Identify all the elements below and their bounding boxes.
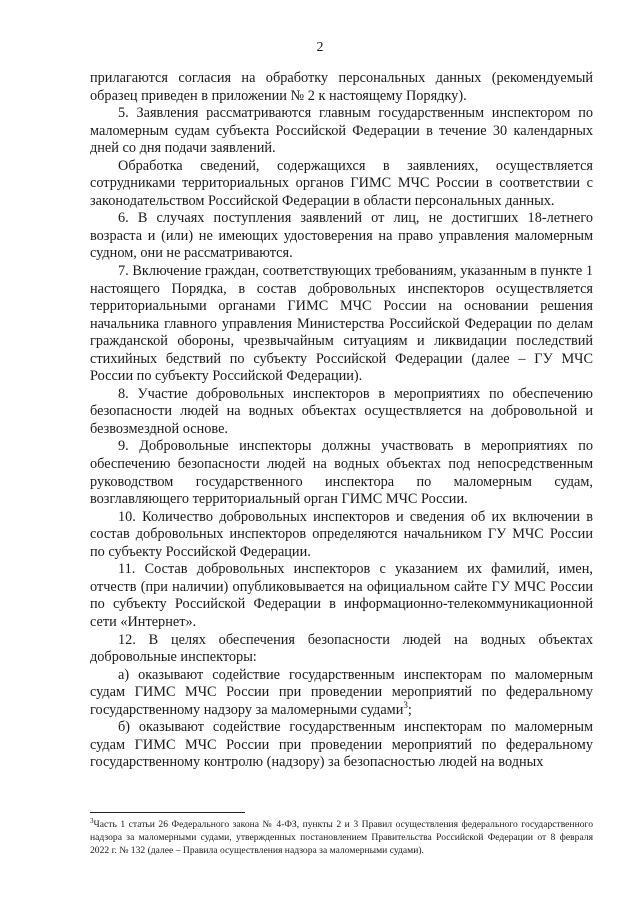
paragraph-12: 12. В целях обеспечения безопасности людей на водных объектах добровольные инспекторы: <box>90 631 593 666</box>
footnote-marker: 3 <box>90 816 94 825</box>
paragraph-11: 11. Состав добровольных инспекторов с указанием их фамилий, имен, отчеств (при наличии) опубликовывается на официальном сайте ГУ МЧС России по субъекту Российской Федерации в информационно-телекоммуникационной сети «Интернет». <box>90 561 593 630</box>
paragraph-10: 10. Количество добровольных инспекторов и сведения об их включении в состав добровольных инспекторов определяются начальником ГУ МЧС России по субъекту Российской Федерации. <box>90 508 593 560</box>
document-body <box>90 70 593 772</box>
paragraph-12a <box>90 667 593 720</box>
footnote-separator <box>90 812 245 813</box>
footnote <box>90 818 593 857</box>
paragraph-8: 8. Участие добровольных инспекторов в мероприятиях по обеспечению безопасности людей на водных объектах осуществляется на добровольной и безвозмездной основе. <box>90 385 593 437</box>
footnote-text: Часть 1 статьи 26 Федерального закона № 4-ФЗ, пункты 2 и 3 Правил осуществления федерального государственного надзора за маломерными судами, утвержденных постановлением Правительства Российской Федерации от 8 февраля 2022 г. № 132 (далее – Правила осуществления надзора за маломерными судами). <box>90 819 593 856</box>
paragraph-12a-text: а) оказывают содействие государственным инспекторам по маломерным судам ГИМС МЧС России при проведении мероприятий по федеральному государственному надзору за маломерными судами <box>90 666 593 718</box>
paragraph-processing: Обработка сведений, содержащихся в заявлениях, осуществляется сотрудниками территориальных органов ГИМС МЧС России в соответствии с законодательством Российской Федерации в области персональных данных. <box>90 157 593 209</box>
footnote-reference: 3 <box>403 699 408 710</box>
paragraph-6: 6. В случаях поступления заявлений от лиц, не достигших 18-летнего возраста и (или) не имеющих удостоверения на право управления маломерным судном, они не рассматриваются. <box>90 210 593 262</box>
paragraph-7: 7. Включение граждан, соответствующих требованиям, указанным в пункте 1 настоящего Порядка, в состав добровольных инспекторов осуществляется территориальными органами ГИМС МЧС России на основании решения начальника главного управления Министерства Российской Федерации по делам гражданской обороны, чрезвычайным ситуациям и ликвидации последствий стихийных бедствий по субъекту Российской Федерации (далее – ГУ МЧС России по субъекту Российской Федерации). <box>90 263 593 385</box>
page-number: 2 <box>316 40 324 55</box>
paragraph-continuation: прилагаются согласия на обработку персональных данных (рекомендуемый образец приведен в приложении № 2 к настоящему Порядку). <box>90 70 593 104</box>
paragraph-12b: б) оказывают содействие государственным инспекторам по маломерным судам ГИМС МЧС России при проведении мероприятий по федеральному государственному контролю (надзору) за безопасностью людей на водных <box>90 719 593 771</box>
paragraph-5: 5. Заявления рассматриваются главным государственным инспектором по маломерным судам субъекта Российской Федерации в течение 30 календарных дней со дня подачи заявлений. <box>90 105 593 157</box>
paragraph-9: 9. Добровольные инспекторы должны участвовать в мероприятиях по обеспечению безопасности людей на водных объектах под непосредственным руководством государственного инспектора по маломерным судам, возглавляющего территориальный орган ГИМС МЧС России. <box>90 438 593 508</box>
paragraph-12a-end: ; <box>407 701 412 718</box>
